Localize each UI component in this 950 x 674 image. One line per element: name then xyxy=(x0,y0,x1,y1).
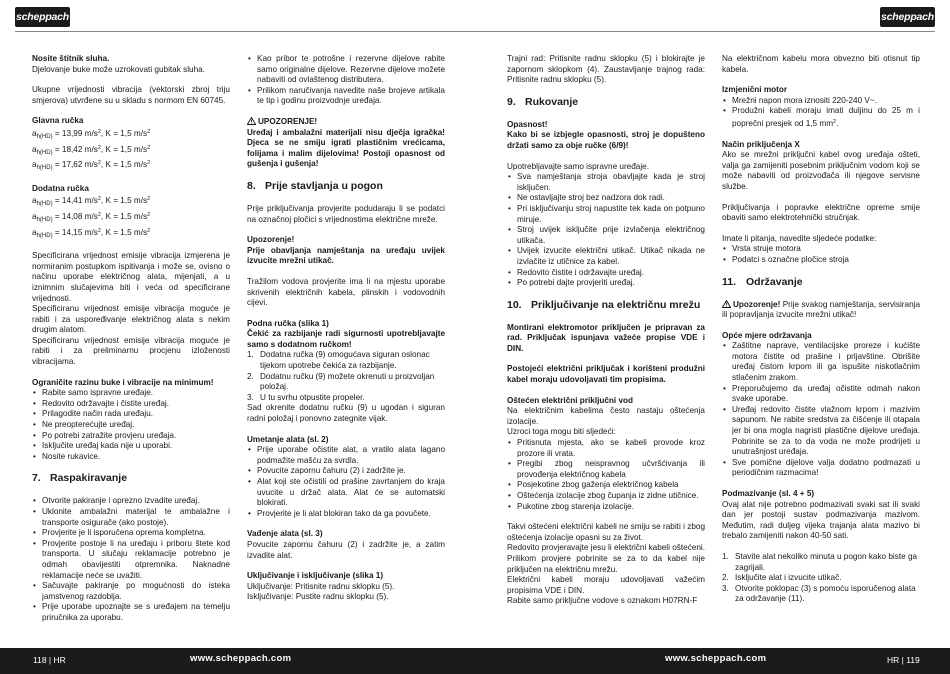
list-item: • Oštećenja izolacije zbog čupanja iz zidne utičnice. xyxy=(507,491,705,502)
caution-title: Upozorenje! xyxy=(247,235,295,245)
list-item: • Provjerite postoje li na uređaju i priboru štete kod transporta. U slučaju reklamacije potrebno je odmah obavijestiti otpremnika. Naknadne reklamacije neće se uvažiti. xyxy=(32,539,230,581)
list-item: 1. Dodatna ručka (9) omogućava siguran oslonac tijekom upotrebe čekića za razbijanje. xyxy=(247,350,430,371)
list-item: • Otvorite pakiranje i oprezno izvadite uređaj. xyxy=(32,496,230,507)
bullet-list xyxy=(32,388,230,462)
list-item: • Podatci s označne pločice stroja xyxy=(722,255,920,266)
section-title: Podmazivanje (sl. 4 + 5) xyxy=(722,489,815,498)
list-item: • Prilagodite način rada uređaju. xyxy=(32,409,230,420)
page-number-right: HR | 119 xyxy=(887,655,920,665)
list-item: • Zaštitne naprave, ventilacijske proreze i kućište motora čistite od prašine i prljavštine. Obrišite uređaj čistom krpom ili ga ispušite niskotlačnim stlačenim zrakom. xyxy=(722,341,920,383)
list-item: • Po potrebi zatražite provjeru uređaja. xyxy=(32,431,230,442)
paragraph: Električni kabeli moraju udovoljavati važećim propisima VDE i DIN. xyxy=(507,575,705,595)
list-item: 1. Stavite alat nekoliko minuta u pogon kako biste ga zagrijali. xyxy=(722,551,918,572)
list-item: • Isključite uređaj kada nije u uporabi. xyxy=(32,441,230,452)
note-title: Nosite štitnik sluha. xyxy=(32,54,110,63)
list-item: • Stroj uvijek isključite prije izvlačenja električnog utikača. xyxy=(507,225,705,246)
numbered-list xyxy=(722,552,920,605)
paragraph: Na električnim kabelima često nastaju oštećenja izolacije. xyxy=(507,406,705,426)
warning-triangle-icon xyxy=(722,300,731,308)
list-item: • Alat koji ste očistili od prašine zavrtanjem do kraja uvucite u držač alata. Alat će se automatski blokirati. xyxy=(247,477,445,509)
page-number-left: 118 | HR xyxy=(33,655,66,665)
paragraph: Prije priključivanja provjerite podudaraju li se podatci na označnoj pločici s vrijednostima električne mreže. xyxy=(247,203,445,224)
section-heading: 7. Raspakiravanje xyxy=(32,472,128,485)
list-item: • Preporučujemo da uređaj očistite odmah nakon svake uporabe. xyxy=(722,384,920,405)
brand-logo: scheppach xyxy=(15,7,70,27)
website-link-right[interactable]: www.scheppach.com xyxy=(665,653,767,664)
section-title: Ograničite razinu buke i vibracije na minimum! xyxy=(32,377,214,387)
warning-triangle-icon xyxy=(247,117,256,125)
list-item: • Provjerite je li isporučena oprema kompletna. xyxy=(32,528,230,539)
bullet-list xyxy=(507,172,705,289)
list-item: • Pukotine zbog starenja izolacije. xyxy=(507,502,705,513)
bullet-list xyxy=(507,438,705,512)
paragraph: Trajni rad: Pritisnite radnu sklopku (5) i blokirajte je zapornom sklopkom (4). Zaustavljanje trajnog rada: Pritisnite radnu sklopku (5). xyxy=(507,54,705,85)
section-title: Izmjenični motor xyxy=(722,85,788,95)
list-item: • Prilikom naručivanja navedite naše brojeve artikala te tip i godinu proizvodnje uređaja. xyxy=(247,86,445,107)
list-item: • Kao pribor te potrošne i rezervne dijelove rabite samo originalne dijelove. Rezervne dijelove možete nabaviti od ovlaštenog distributera. xyxy=(247,54,445,86)
list-item: • Sačuvajte pakiranje po mogućnosti do isteka jamstvenog razdoblja. xyxy=(32,581,230,602)
list-item: 3. Otvorite poklopac (3) s pomoću isporučenog alata za održavanje (11). xyxy=(722,583,916,604)
list-item: • Pregibi zbog neispravnog učvršćivanja ili provođenja električnog kabela xyxy=(507,459,705,480)
warning-paragraph: Upozorenje! Prije svakog namještanja, servisiranja ili popravljanja izvucite mrežni utikač! xyxy=(722,299,920,320)
list-item: • Uređaj redovito čistite vlažnom krpom i mazivim sapunom. Ne rabite sredstva za čišćenje ili otapala jer bi ona mogla nagristi plastične dijelove uređaja. Pobrinite se za to da voda ne može prodrijeti u unutrašnjost uređaja. xyxy=(722,405,920,458)
caution-title: Opasnost! xyxy=(507,119,548,129)
list-item: • Ne preopterećujte uređaj. xyxy=(32,420,230,431)
header-rule xyxy=(475,31,935,32)
list-item: • Prije uporabe očistite alat, a vratilo alata lagano podmažite mašću za svrdla. xyxy=(247,445,445,466)
bullet-list xyxy=(247,54,445,107)
header-rule xyxy=(15,31,475,32)
list-item: • Uvijek izvucite električni utikač. Utikač nikada ne izvlačite iz utičnice za kabel. xyxy=(507,246,705,267)
paragraph: Postojeći električni priključak i korišteni produžni kabel moraju udovoljavati tim propisima. xyxy=(507,364,705,385)
warning-title: UPOZORENJE! xyxy=(247,117,445,128)
section-heading: 9. Rukovanje xyxy=(507,95,579,108)
paragraph: Specificirana vrijednost emisije vibracija izmjerena je normiranim postupkom ispitivanja i može se, ovisno o načinu uporabe električnog alata, mijenjati, a u iznimnim slučajevima biti i veća od specificirane vrijednosti. xyxy=(32,251,230,303)
footer-bar xyxy=(0,648,950,674)
section-title: Opće mjere održavanja xyxy=(722,330,812,340)
paragraph: Ukupne vrijednosti vibracija (vektorski zbroj triju smjerova) utvrđene su u skladu s normom EN 60745. xyxy=(32,85,230,105)
paragraph: Na električnom kabelu mora obvezno biti otisnut tip kabela. xyxy=(722,54,920,74)
section-title: Oštećen električni priključni vod xyxy=(507,395,634,405)
section-title: Vađenje alata (sl. 3) xyxy=(247,529,323,539)
list-item: • Produžni kabeli moraju imati duljinu do 25 m i poprečni presjek od 1,5 $mm^2$. xyxy=(722,106,920,129)
column-1 xyxy=(32,54,230,634)
caution-text: Kako bi se izbjegle opasnosti, stroj je dopušteno držati samo za obje ručke (6/9)! xyxy=(507,130,705,150)
paragraph: Rabite samo priključne vodove s oznakom H07RN-F xyxy=(507,596,698,606)
paragraph: Uzroci toga mogu biti sljedeći: xyxy=(507,427,616,437)
paragraph: Ovaj alat nije potrebno podmazivati svaki sat ili svaki dan jer postoji sustav podmazivanja mazivom. Međutim, radi duljeg vijeka trajanja alata mazivo bi trebalo zamijeniti nakon 40-50 sati. xyxy=(722,499,920,541)
paragraph: Takvi oštećeni električni kabeli ne smiju se rabiti i zbog oštećenja izolacije opasni su za život. xyxy=(507,522,705,542)
list-item: • Sva namještanja stroja obavljajte kada je stroj isključen. xyxy=(507,172,705,193)
section-title: Način priključenja X xyxy=(722,139,800,149)
paragraph: Redovito provjeravajte jesu li električni kabeli oštećeni. Prilikom provjere pobrinite se za to da kabel nije priključen na električnu mrežu. xyxy=(507,543,705,574)
section-title: Umetanje alata (sl. 2) xyxy=(247,434,329,444)
warning-text: Uređaj i ambalažni materijali nisu dječja igračka! Djeca se ne smiju igrati plastičnim vrećicama, folijama i malim dijelovima! Postoji opasnost od gušenja i gušenja! xyxy=(247,127,445,169)
brand-logo: scheppach xyxy=(880,7,935,27)
paragraph: Ako se mrežni priključni kabel ovog uređaja ošteti, valja ga zamijeniti posebnim priključnim vodom koji se može nabaviti od proizvođača ili njegove servisne službe. xyxy=(722,150,920,191)
paragraph: Povucite zapornu čahuru (2) i zadržite je, a zatim izvadite alat. xyxy=(247,539,445,560)
bullet-list xyxy=(722,96,920,130)
list-item: 3. U tu svrhu otpustite propeler. xyxy=(247,392,365,402)
list-item: • Prije uporabe upoznajte se s uređajem na temelju priručnika za uporabu. xyxy=(32,602,230,623)
paragraph: Tražilom vodova provjerite ima li na mjestu uporabe skrivenih električnih kabela, plinskih i vodovodnih cijevi. xyxy=(247,276,445,308)
paragraph: Sad okrenite dodatnu ručku (9) u ugodan i siguran radni položaj i ponovno zategnite vijak. xyxy=(247,403,445,424)
list-item: 2. Dodatnu ručku (9) možete okrenuti u proizvoljan položaj. xyxy=(247,371,435,392)
section-title: Podna ručka (slika 1) xyxy=(247,318,329,328)
list-item: • Vrsta struje motora xyxy=(722,244,920,255)
section-heading: 10. Priključivanje na električnu mrežu xyxy=(507,298,701,311)
list-item: • Uklonite ambalažni materijal te ambalažne i transporte osigurače (ako postoje). xyxy=(32,507,230,528)
list-item: • Posjekotine zbog gaženja električnog kabela xyxy=(507,480,705,491)
vibration-values: $a_{h(HD)} = 14,41$ $m/s^2$, K = 1,5 $m/s^2$ $a_{h(HD)} = 14,08$ $m/s^2$, K = 1,5 $m/s^2$ $a_{h(HD)} = 14,15$ $m/s^2$, K = 1,5 $m/s^2$ xyxy=(32,196,151,239)
paragraph: Uključivanje: Pritisnite radnu sklopku (5). Isključivanje: Pustite radnu sklopku (5). xyxy=(247,581,395,602)
paragraph: Specificiranu vrijednost emisije vibracija moguće je rabiti i za uspoređivanje električnog alata s nekim drugim alatom. xyxy=(32,304,230,335)
section-title: Dodatna ručka xyxy=(32,183,89,193)
note-text: Djelovanje buke može uzrokovati gubitak sluha. xyxy=(32,64,205,74)
list-item: • Nosite rukavice. xyxy=(32,452,230,463)
vibration-values: $a_{h(HD)} = 13,99$ $m/s^2$, K = 1,5 $m/s^2$ $a_{h(HD)} = 18,42$ $m/s^2$, K = 1,5 $m/s^2$ $a_{h(HD)} = 17,62$ $m/s^2$, K = 1,5 $m/s^2$ xyxy=(32,128,151,172)
bullet-list xyxy=(722,341,920,479)
list-item: • Mrežni napon mora iznositi 220-240 V~. xyxy=(722,96,920,107)
list-item: • Po potrebi dajte provjeriti uređaj. xyxy=(507,278,705,289)
column-2 xyxy=(247,54,445,613)
list-item: • Pritisnuta mjesta, ako se kabeli provode kroz prozore ili vrata. xyxy=(507,438,705,459)
list-item: 2. Isključite alat i izvucite utikač. xyxy=(722,573,842,583)
section-heading: 8. Prije stavljanja u pogon xyxy=(247,179,383,192)
paragraph: Montirani elektromotor priključen je pripravan za rad. Priključak ispunjava važeće propise VDE i DIN. xyxy=(507,322,705,353)
list-item: • Rabite samo ispravne uređaje. xyxy=(32,388,230,399)
column-4 xyxy=(722,54,920,615)
bullet-list xyxy=(32,496,230,623)
numbered-list xyxy=(247,350,445,403)
list-item: • Ne ostavljajte stroj bez nadzora dok radi. xyxy=(507,193,705,204)
list-item: • Redovito čistite i održavajte uređaj. xyxy=(507,268,705,279)
bullet-list xyxy=(722,244,920,265)
section-title: Uključivanje i isključivanje (slika 1) xyxy=(247,571,384,581)
section-heading: 11. Održavanje xyxy=(722,275,803,288)
column-3 xyxy=(507,54,705,617)
section-title: Glavna ručka xyxy=(32,116,84,126)
list-item: • Redovito održavajte i čistite uređaj. xyxy=(32,399,230,410)
website-link-left[interactable]: www.scheppach.com xyxy=(190,653,292,664)
paragraph xyxy=(32,54,230,75)
paragraph: Upotrebljavajte samo ispravne uređaje. xyxy=(507,161,649,171)
caution-text: Prije obavljanja namještanja na uređaju uvijek izvucite mrežni utikač. xyxy=(247,245,445,266)
list-item: • Provjerite je li alat blokiran tako da ga povučete. xyxy=(247,509,445,520)
paragraph: Priključivanja i popravke električne opreme smije obaviti samo elektrotehnički stručnjak. xyxy=(722,202,920,223)
paragraph: Imate li pitanja, navedite sljedeće podatke: xyxy=(722,233,877,243)
list-item: • Sve pomične dijelove valja dodatno podmazati u periodičnim razmacima! xyxy=(722,458,920,479)
bullet-list xyxy=(247,445,445,519)
list-item: • Povucite zapornu čahuru (2) i zadržite je. xyxy=(247,466,445,477)
list-item: • Pri isključivanju stroj napustite tek kada on potpuno miruje. xyxy=(507,204,705,225)
paragraph: Specificiranu vrijednost emisije vibracija moguće je rabiti i za preliminarnu procjenu izloženosti vibracijama. xyxy=(32,335,230,367)
safety-note: Čekić za razbijanje radi sigurnosti upotrebljavajte samo s dodatnom ručkom! xyxy=(247,329,445,349)
